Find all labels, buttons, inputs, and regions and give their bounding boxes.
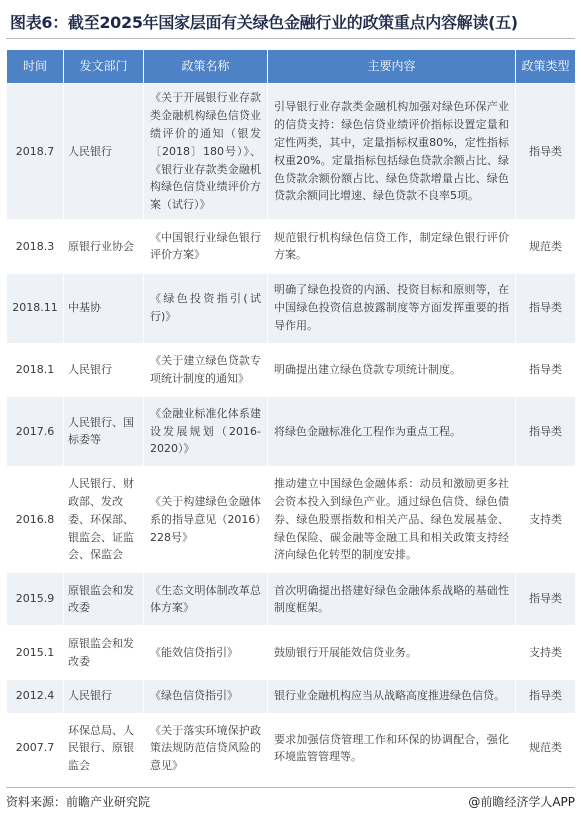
page-title: 图表6：截至2025年国家层面有关绿色金融行业的政策重点内容解读(五) — [10, 13, 518, 32]
table-row — [7, 396, 576, 466]
cell-date: 2018.7 — [7, 84, 64, 220]
table-row — [7, 273, 576, 343]
cell-dept: 人民银行 — [64, 84, 144, 220]
cell-dept: 人民银行、国标委等 — [64, 396, 144, 466]
cell-content: 鼓励银行开展能效信贷业务。 — [268, 626, 516, 679]
cell-type: 指导类 — [516, 396, 576, 466]
table-row — [7, 679, 576, 713]
cell-policy: 《关于落实环境保护政策法规防范信贷风险的意见》 — [144, 713, 268, 783]
cell-content: 银行业金融机构应当从战略高度推进绿色信贷。 — [268, 679, 516, 713]
cell-date: 2016.8 — [7, 467, 64, 573]
table-row — [7, 84, 576, 220]
cell-dept: 人民银行、财政部、发改委、环保部、银监会、证监会、保监会 — [64, 467, 144, 573]
cell-dept: 原银监会和发改委 — [64, 626, 144, 679]
cell-content: 将绿色金融标准化工程作为重点工程。 — [268, 396, 516, 466]
cell-policy: 《关于构建绿色金融体系的指导意见（2016）228号》 — [144, 467, 268, 573]
cell-dept: 原银监会和发改委 — [64, 573, 144, 626]
title-divider — [6, 38, 575, 39]
cell-content: 规范银行机构绿色信贷工作，制定绿色银行评价方案。 — [268, 220, 516, 273]
cell-policy: 《关于建立绿色贷款专项统计制度的通知》 — [144, 343, 268, 396]
cell-dept: 中基协 — [64, 273, 144, 343]
footer-divider — [6, 787, 575, 788]
cell-type: 指导类 — [516, 343, 576, 396]
header-date: 时间 — [7, 50, 64, 84]
cell-date: 2018.11 — [7, 273, 64, 343]
cell-content: 要求加强信贷管理工作和环保的协调配合，强化环境监管管理等。 — [268, 713, 516, 783]
policy-table — [6, 49, 576, 784]
cell-type: 规范类 — [516, 220, 576, 273]
cell-date: 2007.7 — [7, 713, 64, 783]
table-row — [7, 343, 576, 396]
cell-type: 指导类 — [516, 573, 576, 626]
cell-content: 推动建立中国绿色金融体系：动员和激励更多社会资本投入到绿色产业。通过绿色信贷、绿色债券、绿色股票指数和相关产品、绿色发展基金、绿色保险、碳金融等金融工具和相关政策支持经济向绿色化转型的制度安排。 — [268, 467, 516, 573]
cell-policy: 《中国银行业绿色银行评价方案》 — [144, 220, 268, 273]
cell-policy: 《能效信贷指引》 — [144, 626, 268, 679]
header-content: 主要内容 — [268, 50, 516, 84]
table-row — [7, 220, 576, 273]
cell-policy: 《生态文明体制改革总体方案》 — [144, 573, 268, 626]
cell-policy: 《关于开展银行业存款类金融机构绿色信贷业绩评价的通知（银发〔2018〕180号）》、《银行业存款类金融机构绿色信贷业绩评价方案（试行）》 — [144, 84, 268, 220]
cell-dept: 原银行业协会 — [64, 220, 144, 273]
cell-date: 2018.3 — [7, 220, 64, 273]
cell-dept: 环保总局、人民银行、原银监会 — [64, 713, 144, 783]
cell-dept: 人民银行 — [64, 343, 144, 396]
cell-type: 规范类 — [516, 713, 576, 783]
cell-content: 明确了绿色投资的内涵、投资目标和原则等，在中国绿色投资信息披露制度等方面发挥重要的指导作用。 — [268, 273, 516, 343]
cell-date: 2015.1 — [7, 626, 64, 679]
cell-type: 指导类 — [516, 273, 576, 343]
cell-policy: 《绿色信贷指引》 — [144, 679, 268, 713]
cell-type: 支持类 — [516, 626, 576, 679]
table-row — [7, 467, 576, 573]
header-policy: 政策名称 — [144, 50, 268, 84]
cell-content: 明确提出建立绿色贷款专项统计制度。 — [268, 343, 516, 396]
cell-policy: 《绿色投资指引(试行)》 — [144, 273, 268, 343]
table-header-row — [7, 50, 576, 84]
cell-content: 首次明确提出搭建好绿色金融体系战略的基础性制度框架。 — [268, 573, 516, 626]
header-dept: 发文部门 — [64, 50, 144, 84]
cell-content: 引导银行业存款类金融机构加强对绿色环保产业的信贷支持：绿色信贷业绩评价指标设置定量和定性两类，其中，定量指标权重80%，定性指标权重20%。定量指标包括绿色贷款余额占比、绿色贷款余额份额占比、绿色贷款增量占比、绿色贷款余额同比增速、绿色贷款不良率5项。 — [268, 84, 516, 220]
cell-date: 2017.6 — [7, 396, 64, 466]
cell-date: 2012.4 — [7, 679, 64, 713]
table-row — [7, 713, 576, 783]
table-row — [7, 573, 576, 626]
brand-credit: @前瞻经济学人APP — [468, 795, 575, 809]
cell-type: 支持类 — [516, 467, 576, 573]
cell-type: 指导类 — [516, 679, 576, 713]
cell-date: 2015.9 — [7, 573, 64, 626]
cell-policy: 《金融业标准化体系建设发展规划（2016-2020）》 — [144, 396, 268, 466]
cell-type: 指导类 — [516, 84, 576, 220]
table-row — [7, 626, 576, 679]
header-type: 政策类型 — [516, 50, 576, 84]
source-note: 资料来源：前瞻产业研究院 — [6, 795, 151, 809]
cell-date: 2018.1 — [7, 343, 64, 396]
cell-dept: 人民银行 — [64, 679, 144, 713]
